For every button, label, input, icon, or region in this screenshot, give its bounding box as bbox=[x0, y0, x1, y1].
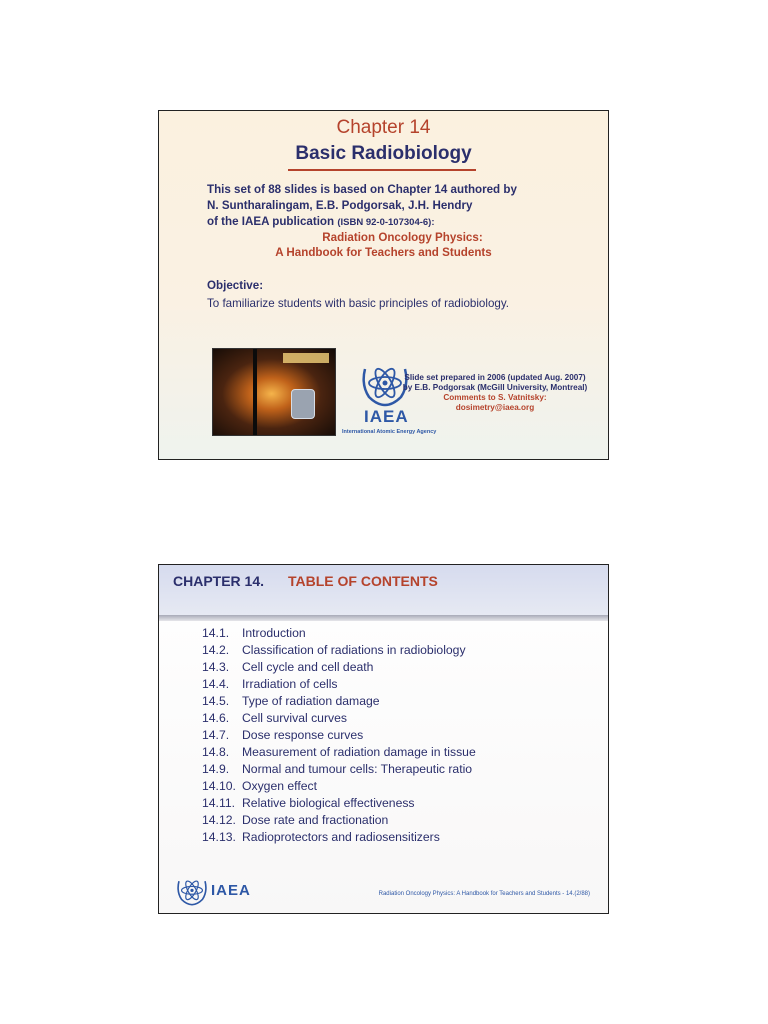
toc-label: Cell survival curves bbox=[242, 711, 347, 725]
book-title-line-2: A Handbook for Teachers and Students bbox=[275, 246, 492, 259]
book-spine bbox=[253, 349, 257, 435]
toc-number: 14.5. bbox=[202, 694, 230, 708]
objective-label: Objective: bbox=[207, 279, 264, 292]
intro-line-3 bbox=[207, 215, 435, 228]
toc-number: 14.9. bbox=[202, 762, 230, 776]
header-divider bbox=[159, 615, 608, 621]
iaea-logo-text: IAEA bbox=[364, 407, 409, 426]
objective-text: To familiarize students with basic principles of radiobiology. bbox=[207, 297, 510, 310]
toc-item bbox=[202, 626, 306, 640]
toc-item bbox=[202, 762, 472, 776]
toc-item bbox=[202, 796, 415, 810]
toc-number: 14.4. bbox=[202, 677, 230, 691]
iaea-logo-text: IAEA bbox=[211, 882, 251, 899]
intro-line-1: This set of 88 slides is based on Chapter 14 authored by bbox=[207, 183, 517, 196]
toc-number: 14.2. bbox=[202, 643, 230, 657]
linac-machine-graphic bbox=[291, 389, 315, 419]
slide-title-text: Basic Radiobiology bbox=[295, 143, 472, 164]
toc-number: 14.7. bbox=[202, 728, 230, 742]
contact-email[interactable]: dosimetry@iaea.org bbox=[455, 403, 535, 412]
toc-item bbox=[202, 694, 380, 708]
publication-text: of the IAEA publication bbox=[207, 215, 335, 228]
toc-item bbox=[202, 677, 338, 691]
isbn-text: (ISBN 92-0-107304-6): bbox=[337, 217, 435, 228]
iaea-full-name: International Atomic Energy Agency bbox=[342, 429, 437, 435]
toc-number: 14.8. bbox=[202, 745, 230, 759]
book-cover-image bbox=[212, 348, 336, 436]
toc-number: 14.13. bbox=[202, 830, 236, 844]
toc-number: 14.12. bbox=[202, 813, 236, 827]
toc-item bbox=[202, 660, 373, 674]
toc-label: Relative biological effectiveness bbox=[242, 796, 415, 810]
toc-item bbox=[202, 728, 363, 742]
toc-number: 14.3. bbox=[202, 660, 230, 674]
toc-item bbox=[202, 711, 347, 725]
toc-label: Cell cycle and cell death bbox=[242, 660, 374, 674]
toc-number: 14.6. bbox=[202, 711, 230, 725]
slide-header-band bbox=[159, 565, 608, 615]
comments-line: Comments to S. Vatnitsky: bbox=[443, 393, 547, 402]
intro-line-2: N. Suntharalingam, E.B. Podgorsak, J.H. Hendry bbox=[207, 199, 473, 212]
toc-item bbox=[202, 779, 317, 793]
title-underline bbox=[288, 169, 476, 171]
toc-label: Dose response curves bbox=[242, 728, 364, 742]
toc-label: Radioprotectors and radiosensitizers bbox=[242, 830, 440, 844]
toc-number: 14.1. bbox=[202, 626, 230, 640]
credit-line-1: Slide set prepared in 2006 (updated Aug. 2007) bbox=[404, 373, 586, 382]
toc-item bbox=[202, 643, 466, 657]
slide-title bbox=[158, 110, 609, 460]
book-cover-title-block bbox=[283, 353, 329, 363]
toc-title: TABLE OF CONTENTS bbox=[288, 573, 438, 589]
credit-line-2: by E.B. Podgorsak (McGill University, Montreal) bbox=[402, 383, 588, 392]
toc-label: Classification of radiations in radiobiology bbox=[242, 643, 466, 657]
toc-label: Normal and tumour cells: Therapeutic ratio bbox=[242, 762, 473, 776]
toc-label: Dose rate and fractionation bbox=[242, 813, 389, 827]
toc-label: Oxygen effect bbox=[242, 779, 317, 793]
toc-number: 14.10. bbox=[202, 779, 236, 793]
toc-number: 14.11. bbox=[202, 796, 235, 810]
chapter-heading: Chapter 14 bbox=[336, 117, 431, 138]
toc-label: Type of radiation damage bbox=[242, 694, 380, 708]
slide-footer: Radiation Oncology Physics: A Handbook for Teachers and Students - 14.(2/88) bbox=[378, 891, 590, 897]
toc-item bbox=[202, 745, 476, 759]
slide-table-of-contents bbox=[158, 564, 609, 914]
book-title-line-1: Radiation Oncology Physics: bbox=[322, 231, 483, 244]
toc-label: Introduction bbox=[242, 626, 306, 640]
iaea-emblem-icon bbox=[175, 876, 209, 906]
toc-item bbox=[202, 830, 440, 844]
toc-item bbox=[202, 813, 388, 827]
toc-label: Irradiation of cells bbox=[242, 677, 338, 691]
chapter-heading: CHAPTER 14. bbox=[173, 573, 265, 589]
toc-label: Measurement of radiation damage in tissue bbox=[242, 745, 476, 759]
